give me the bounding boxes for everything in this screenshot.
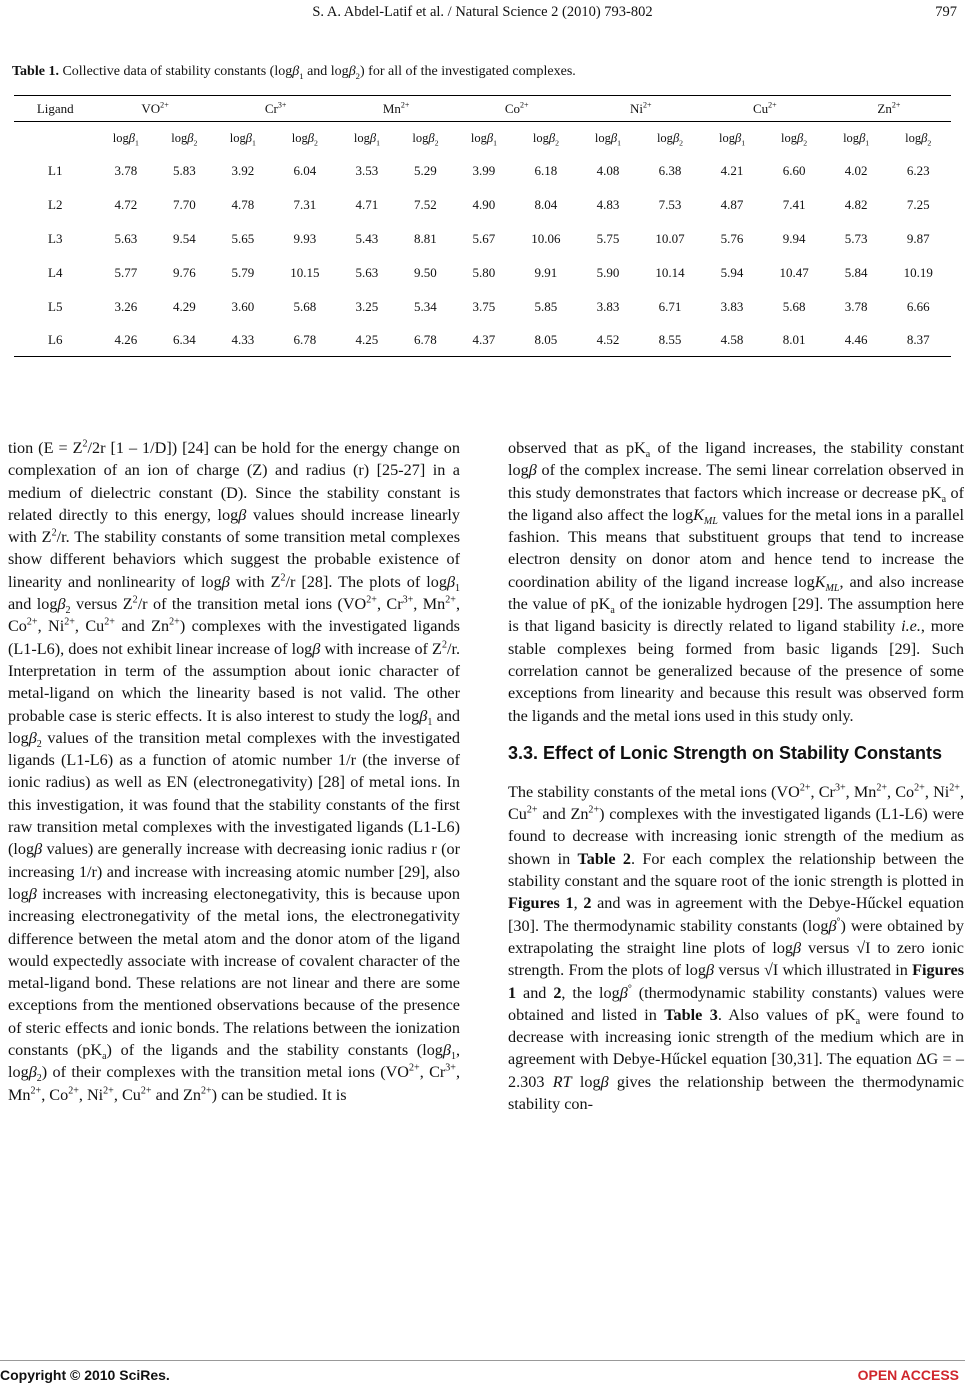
subheader-cell: logβ$_2$ <box>532 130 559 147</box>
value-cell: 6.04 <box>293 163 317 178</box>
metal-header: $VO^{2+}$ <box>97 96 214 122</box>
value-cell: 9.93 <box>293 231 317 246</box>
right-paragraph-1: observed that as $pK_a$ of the ligand increases, the stability constant logβ of the complex increase. The semi linear correlation observed in this study demonstrates that factors which increase or decrease $pK_a$ of the ligand also affect the logK$_{ML}$ values for the metal ions in a parallel fashion. This means that substituent groups that tend to increase electron density on donor atom and hence tend to increase the coordination ability of the ligand increase logK$_{ML}$, and also increase the value of $pK_a$ of the ionizable hydrogen [29]. The assumption here is that ligand basicity is directly related to ligand stability i.e., more stable complexes being formed from basic ligands [29]. Such correlation cannot be generalized because of the presence of some exceptions from linearity and because this result was observed form the ligands and the metal ions used in this study only. <box>508 439 965 725</box>
value-cell: 5.83 <box>172 163 196 178</box>
page-number: 797 <box>935 4 957 20</box>
left-paragraph: tion ($E = Z^2/2r$ [1 – 1/D]) [24] can be hold for the energy change on complexation of an ion of charge (Z) and radius (r) [25-27] in a medium of dielectric constant (D). Since the stability constant is related directly to this energy, logβ values should increase linearly with $Z^2/r$. The stability constants of some transition metal complexes show different behaviors which suggest the probable existence of linearity and nonlinearity of logβ with $Z^2/r$ [28]. The plots of logβ$_1$ and logβ$_2$ versus $Z^2/r$ of the transition metal ions ($VO^{2+}$, $Cr^{3+}$, $Mn^{2+}$, $Co^{2+}$, $Ni^{2+}$, $Cu^{2+}$ and $Zn^{2+}$) complexes with the investigated ligands (L1-L6), does not exhibit linear increase of logβ with increase of $Z^2/r$. Interpretation in term of the assumption about ionic character of metal-ligand on which the linearity based is not valid. The other probable case is steric effects. It is also interest to study the logβ$_1$ and logβ$_2$ values of the transition metal complexes with the investigated ligands (L1-L6) as a function of atomic number 1/r (the inverse of ionic radius) as well as EN (electronegativity) [28] of metal ions. In this investigation, it was found that the stability constants of the first raw transition metal complexes with the investigated ligands (L1-L6) (logβ values) are generally increase with decreasing ionic radius r (or increasing 1/r) and increase with increasing atomic number [29], also logβ increases with increasing electonegativity, this is because upon increasing electronegativity of the metal ions, the electronegativity difference between the metal atom and the donor atom of the ligand would expectedly associate with increase of covalent character of the metal-ligand bond. These relations are not linear and there are some exceptions from the mentioned observations because of the presence of steric effects and ionic bonds. The relations between the ionization constants $(pK_a)$ of the ligands and the stability constants (logβ$_1$, logβ$_2$) of their complexes with the transition metal ions ($VO^{2+}$, $Cr^{3+}$, $Mn^{2+}$, $Co^{2+}$, $Ni^{2+}$, $Cu^{2+}$ and $Zn^{2+}$) can be studied. It is <box>8 438 461 1104</box>
subheader-cell: logβ$_2$ <box>656 130 684 147</box>
value-cell: 4.02 <box>844 163 868 178</box>
page-header <box>0 4 965 26</box>
value-cell: 5.80 <box>472 265 496 280</box>
value-cell: 8.01 <box>761 324 827 357</box>
value-cell: 4.71 <box>355 197 379 212</box>
value-cell: 7.53 <box>658 197 682 212</box>
value-cell: 3.75 <box>472 299 496 314</box>
value-cell: 3.92 <box>231 163 255 178</box>
value-cell: 8.37 <box>885 324 951 357</box>
value-cell: 4.26 <box>97 324 156 357</box>
metal-header: $Zn^{2+}$ <box>827 96 951 122</box>
value-cell: 8.55 <box>637 324 703 357</box>
value-cell: 9.87 <box>906 231 930 246</box>
value-cell: 8.81 <box>414 231 437 246</box>
value-cell: 7.70 <box>172 197 196 212</box>
value-cell: 4.58 <box>703 324 762 357</box>
value-cell: 3.78 <box>114 163 138 178</box>
value-cell: 7.52 <box>414 197 437 212</box>
ligand-cell: L3 <box>48 231 63 246</box>
subheader-cell: logβ$_2$ <box>905 130 932 147</box>
value-cell: 7.25 <box>906 197 930 212</box>
value-cell: 5.79 <box>231 265 255 280</box>
value-cell: 5.85 <box>534 299 558 314</box>
metal-header: $Cr^{3+}$ <box>214 96 338 122</box>
value-cell: 5.90 <box>596 265 620 280</box>
value-cell: 3.53 <box>355 163 379 178</box>
ligand-cell: L4 <box>48 265 63 280</box>
value-cell: 10.15 <box>290 265 320 280</box>
running-head: S. A. Abdel-Latif et al. / Natural Science 2 (2010) 793-802 <box>312 4 653 20</box>
value-cell: 5.43 <box>355 231 379 246</box>
value-cell: 4.72 <box>114 197 138 212</box>
value-cell: 4.90 <box>472 197 496 212</box>
ligand-cell: L1 <box>48 163 63 178</box>
value-cell: 3.26 <box>114 299 138 314</box>
right-paragraph-2: The stability constants of the metal ions ($VO^{2+}$, $Cr^{3+}$, $Mn^{2+}$, $Co^{2+}$, $Ni^{2+}$, $Cu^{2+}$ and $Zn^{2+}$) complexes with the investigated ligands (L1-L6) were found to decrease with increasing ionic strength of the medium as shown in Table 2. For each complex the relationship between the stability constant and the square root of the ionic strength is plotted in Figures 1, 2 and was in agreement with the Debye-Hűckel equation [30]. The thermodynamic stability constants (logβ°) were obtained by extrapolating the straight line plots of logβ versus √I to zero ionic strength. From the plots of logβ versus √I which illustrated in Figures 1 and 2, the logβ° (thermodynamic stability constants) values were obtained and listed in Table 3. Also values of $pK_a$ were found to decrease with increasing ionic strength of the medium which are in agreement with Debye-Hűckel equation [30,31]. The equation ΔG = –2.303 RT logβ gives the relationship between the thermodynamic stability con- <box>508 782 965 1114</box>
value-cell: 10.07 <box>655 231 685 246</box>
value-cell: 5.84 <box>844 265 868 280</box>
value-cell: 4.82 <box>844 197 868 212</box>
value-cell: 6.78 <box>272 324 338 357</box>
value-cell: 4.52 <box>579 324 638 357</box>
value-cell: 3.60 <box>231 299 255 314</box>
value-cell: 8.04 <box>534 197 558 212</box>
value-cell: 7.41 <box>782 197 806 212</box>
value-cell: 5.75 <box>596 231 620 246</box>
value-cell: 4.29 <box>172 299 196 314</box>
value-cell: 10.14 <box>655 265 685 280</box>
copyright: Copyright © 2010 SciRes. <box>0 1367 170 1383</box>
value-cell: 6.18 <box>534 163 558 178</box>
subheader-cell: logβ$_1$ <box>353 130 380 147</box>
value-cell: 5.73 <box>844 231 868 246</box>
value-cell: 7.31 <box>293 197 317 212</box>
value-cell: 5.68 <box>293 299 317 314</box>
empty-cell <box>14 122 97 155</box>
value-cell: 5.63 <box>355 265 379 280</box>
value-cell: 3.99 <box>472 163 496 178</box>
table-caption-text: Collective data of stability constants (logβ$_1$ and logβ$_2$) for all of the investigated complexes. <box>58 64 576 81</box>
subheader-cell: logβ$_1$ <box>594 130 622 147</box>
value-cell: 3.25 <box>355 299 379 314</box>
value-cell: 10.19 <box>903 265 933 280</box>
subheader-cell: logβ$_1$ <box>112 130 139 147</box>
value-cell: 6.23 <box>906 163 930 178</box>
value-cell: 4.78 <box>231 197 255 212</box>
value-cell: 10.47 <box>779 265 809 280</box>
value-cell: 5.65 <box>231 231 255 246</box>
value-cell: 6.78 <box>396 324 455 357</box>
table-row <box>14 222 951 256</box>
table-row <box>14 188 951 222</box>
value-cell: 5.77 <box>114 265 138 280</box>
section-heading: 3.3. Effect of Lonic Strength on Stability Constants <box>508 742 943 763</box>
left-column <box>8 437 460 1106</box>
value-cell: 3.78 <box>844 299 868 314</box>
table-body <box>14 154 951 357</box>
value-cell: 6.38 <box>658 163 682 178</box>
open-access-link[interactable]: OPEN ACCESS <box>857 1367 959 1383</box>
value-cell: 8.05 <box>513 324 579 357</box>
value-cell: 4.33 <box>214 324 273 357</box>
value-cell: 6.34 <box>155 324 214 357</box>
table-caption <box>12 64 576 80</box>
ligand-cell: L2 <box>48 197 63 212</box>
value-cell: 4.08 <box>596 163 620 178</box>
table-subheader-row <box>14 122 951 155</box>
value-cell: 5.94 <box>720 265 744 280</box>
value-cell: 9.54 <box>172 231 196 246</box>
value-cell: 10.06 <box>531 231 561 246</box>
value-cell: 9.91 <box>534 265 558 280</box>
value-cell: 3.83 <box>720 299 744 314</box>
value-cell: 4.21 <box>720 163 744 178</box>
subheader-cell: logβ$_1$ <box>843 130 870 147</box>
subheader-cell: logβ$_2$ <box>412 130 439 147</box>
value-cell: 4.87 <box>720 197 744 212</box>
metal-header: $Mn^{2+}$ <box>338 96 455 122</box>
metal-header: $Cu^{2+}$ <box>703 96 827 122</box>
subheader-cell: logβ$_2$ <box>781 130 808 147</box>
table-row <box>14 290 951 324</box>
value-cell: 9.94 <box>782 231 806 246</box>
table-row <box>14 154 951 188</box>
subheader-cell: logβ$_1$ <box>719 130 746 147</box>
value-cell: 5.67 <box>472 231 496 246</box>
value-cell: 6.71 <box>658 299 682 314</box>
table-row <box>14 324 951 357</box>
subheader-cell: logβ$_2$ <box>171 130 198 147</box>
value-cell: 6.60 <box>782 163 806 178</box>
value-cell: 6.66 <box>906 299 930 314</box>
subheader-cell: logβ$_2$ <box>291 130 318 147</box>
subheader-cell: logβ$_1$ <box>229 130 256 147</box>
metal-header: $Co^{2+}$ <box>455 96 579 122</box>
ligand-cell: L5 <box>48 299 63 314</box>
table-row <box>14 256 951 290</box>
value-cell: 5.76 <box>720 231 744 246</box>
value-cell: 5.29 <box>414 163 437 178</box>
ligand-header: Ligand <box>14 96 97 122</box>
right-column <box>508 437 964 1115</box>
value-cell: 3.83 <box>596 299 620 314</box>
footer-rule <box>0 1360 965 1361</box>
metal-header: $Ni^{2+}$ <box>579 96 703 122</box>
ligand-cell: L6 <box>14 324 97 357</box>
stability-table <box>14 95 951 357</box>
value-cell: 5.34 <box>414 299 437 314</box>
value-cell: 4.83 <box>596 197 620 212</box>
table-caption-label: Table 1. <box>12 64 59 79</box>
value-cell: 5.63 <box>114 231 138 246</box>
subheader-cell: logβ$_1$ <box>470 130 497 147</box>
value-cell: 4.46 <box>827 324 886 357</box>
value-cell: 9.76 <box>172 265 196 280</box>
value-cell: 5.68 <box>782 299 806 314</box>
table-header-row <box>14 96 951 122</box>
value-cell: 4.37 <box>455 324 514 357</box>
value-cell: 9.50 <box>414 265 437 280</box>
value-cell: 4.25 <box>338 324 397 357</box>
